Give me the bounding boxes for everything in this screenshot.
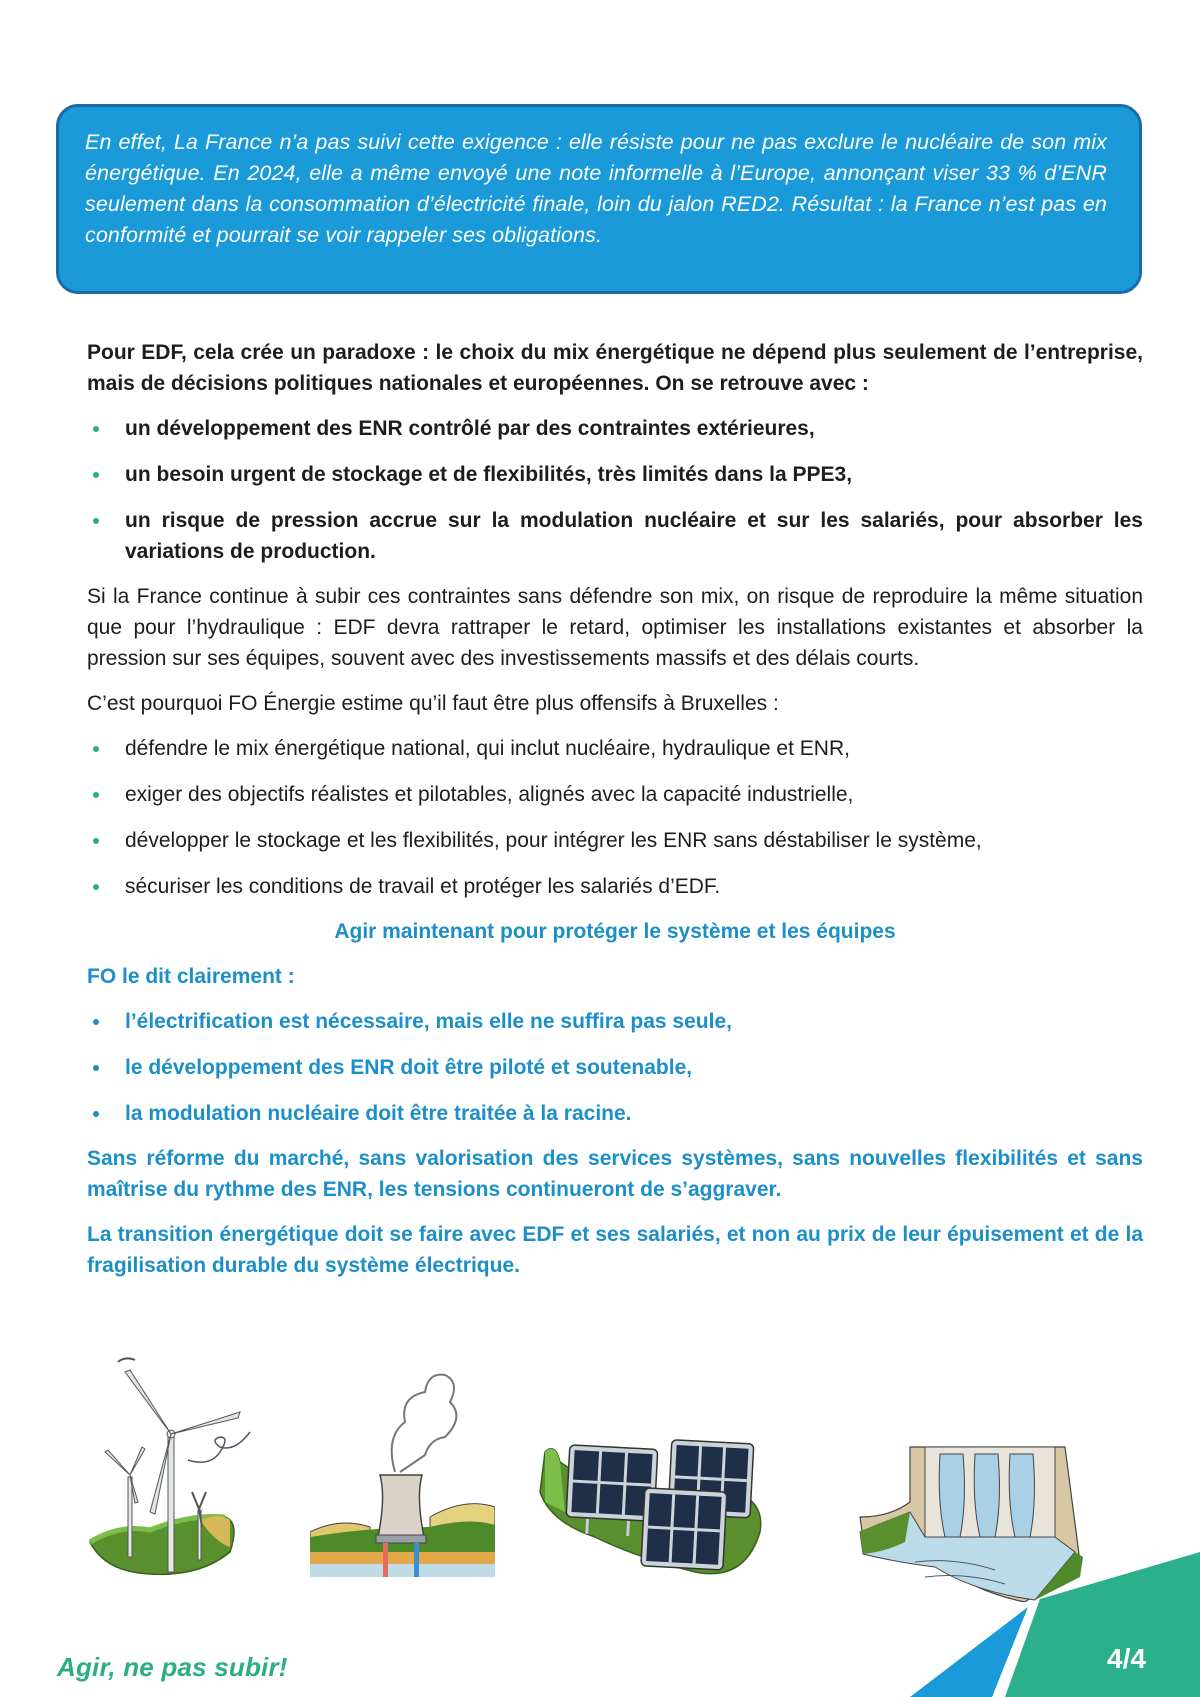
bullet-icon bbox=[93, 426, 99, 432]
bullet-icon bbox=[93, 1019, 99, 1025]
fo-demands-list bbox=[87, 733, 1143, 902]
list-item: la modulation nucléaire doit être traitée à la racine. bbox=[87, 1098, 1143, 1129]
list-item: développer le stockage et les flexibilités, pour intégrer les ENR sans déstabiliser le système, bbox=[87, 825, 1143, 856]
slogan: Agir, ne pas subir! bbox=[57, 1652, 288, 1682]
paradox-list bbox=[87, 413, 1143, 567]
bullet-icon bbox=[93, 746, 99, 752]
list-item: défendre le mix énergétique national, qui inclut nucléaire, hydraulique et ENR, bbox=[87, 733, 1143, 764]
list-item: un développement des ENR contrôlé par des contraintes extérieures, bbox=[87, 413, 1143, 444]
bullet-icon bbox=[93, 1065, 99, 1071]
bullet-icon bbox=[93, 518, 99, 524]
section-heading: Agir maintenant pour protéger le système et les équipes bbox=[334, 920, 896, 943]
list-item: sécuriser les conditions de travail et protéger les salariés d’EDF. bbox=[87, 871, 1143, 902]
bullet-icon bbox=[93, 884, 99, 890]
bullet-icon bbox=[93, 792, 99, 798]
fo-statement-list bbox=[87, 1006, 1143, 1129]
list-item: un besoin urgent de stockage et de flexibilités, très limités dans la PPE3, bbox=[87, 459, 1143, 490]
nuclear-cooling-tower-illustration bbox=[310, 1367, 495, 1577]
main-content bbox=[87, 337, 1143, 1281]
solar-panels-illustration bbox=[535, 1432, 770, 1582]
hydraulique-paragraph: Si la France continue à subir ces contraintes sans défendre son mix, on risque de reproduire la même situation que pour l’hydraulique : EDF devra rattraper le retard, optimiser les installations existantes et absorber la pression sur ses équipes, souvent avec des investissements massifs et des délais courts. bbox=[87, 585, 1143, 670]
transition-paragraph: La transition énergétique doit se faire avec EDF et ses salariés, et non au prix de leur épuisement et de la fragilisation durable du système électrique. bbox=[87, 1223, 1143, 1277]
bullet-icon bbox=[93, 838, 99, 844]
edf-paradox-intro: Pour EDF, cela crée un paradoxe : le choix du mix énergétique ne dépend plus seulement de l’entreprise, mais de décisions politiques nationales et européennes. On se retrouve avec : bbox=[87, 341, 1143, 395]
list-item: le développement des ENR doit être piloté et soutenable, bbox=[87, 1052, 1143, 1083]
callout-box bbox=[56, 104, 1142, 294]
callout-text: En effet, La France n’a pas suivi cette exigence : elle résiste pour ne pas exclure le nucléaire de son mix énergétique. En 2024, elle a même envoyé une note informelle à l’Europe, annonçant viser 33 % d’ENR seulement dans la consommation d’électricité finale, loin du jalon RED2. Résultat : la France n’est pas en conformité et pourrait se voir rappeler ses obligations. bbox=[85, 130, 1107, 247]
list-item: exiger des objectifs réalistes et pilotables, alignés avec la capacité industrielle, bbox=[87, 779, 1143, 810]
bullet-icon bbox=[93, 472, 99, 478]
list-item: l’électrification est nécessaire, mais elle ne suffira pas seule, bbox=[87, 1006, 1143, 1037]
corner-decoration bbox=[900, 1527, 1200, 1697]
list-item: un risque de pression accrue sur la modulation nucléaire et sur les salariés, pour absorber les variations de production. bbox=[87, 505, 1143, 567]
market-reform-paragraph: Sans réforme du marché, sans valorisation des services systèmes, sans nouvelles flexibilités et sans maîtrise du rythme des ENR, les tensions continueront de s’aggraver. bbox=[87, 1147, 1143, 1201]
wind-turbines-illustration bbox=[80, 1352, 260, 1577]
fo-energie-intro: C’est pourquoi FO Énergie estime qu’il faut être plus offensifs à Bruxelles : bbox=[87, 692, 779, 715]
bullet-icon bbox=[93, 1111, 99, 1117]
page-number: 4/4 bbox=[1107, 1643, 1146, 1674]
fo-statement-intro: FO le dit clairement : bbox=[87, 965, 295, 988]
